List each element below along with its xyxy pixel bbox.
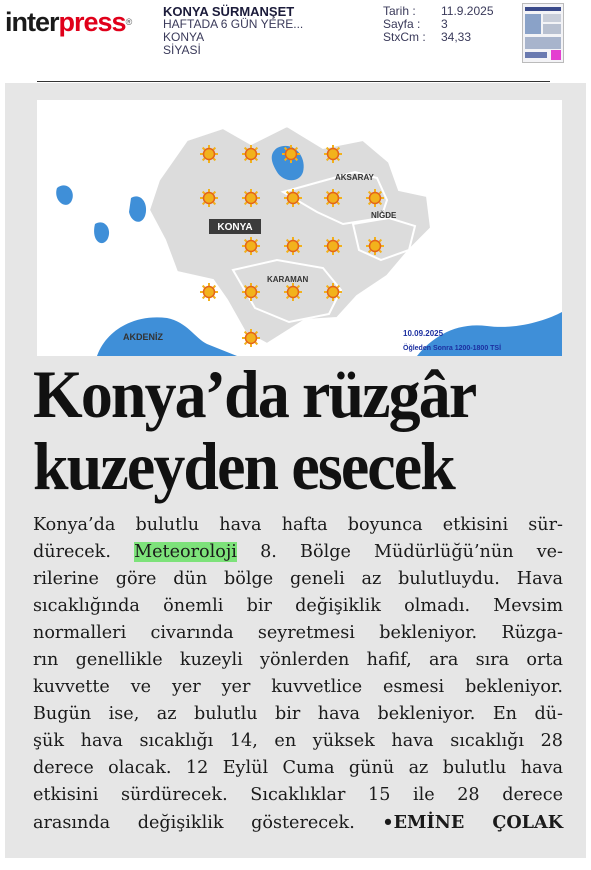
body-line: Bugün ise, az bulutlu bir hava bekleniyor. En dü- bbox=[33, 704, 563, 724]
sun-icon bbox=[242, 189, 260, 207]
highlighted-keyword: Meteoroloji bbox=[134, 542, 237, 562]
sun-icon bbox=[284, 237, 302, 255]
map-period: Öğleden Sonra 1200-1800 TSİ bbox=[403, 345, 502, 352]
headline-line-2: kuzeyden esecek bbox=[33, 428, 454, 504]
map-label-konya: KONYA bbox=[217, 222, 253, 233]
stxcm-label: StxCm : bbox=[383, 30, 426, 44]
body-line: rilerine göre dün bölge geneli az bulutluydu. Hava bbox=[33, 569, 563, 589]
body-line: etkisini sürdürecek. Sıcaklıklar 15 ile 28 derece bbox=[33, 785, 563, 805]
map-label-akdeniz: AKDENİZ bbox=[123, 332, 163, 342]
body-line: derece olacak. 12 Eylül Cuma günü az bulutlu hava bbox=[33, 758, 563, 778]
body-line: arasında değişiklik gösterecek. •EMİNE ÇOLAK bbox=[33, 812, 563, 833]
clip-headline-short: HAFTADA 6 GÜN YERE... bbox=[163, 17, 304, 31]
weather-map-svg bbox=[37, 100, 562, 356]
page-label: Sayfa : bbox=[383, 17, 421, 31]
stxcm-value: 34,33 bbox=[441, 30, 472, 44]
sun-icon bbox=[200, 189, 218, 207]
sun-icon bbox=[200, 283, 218, 301]
stxcm-row bbox=[383, 31, 494, 44]
sun-icon bbox=[324, 237, 342, 255]
headline-line-1: Konya’da rüzgâr bbox=[33, 356, 476, 432]
clip-meta bbox=[383, 5, 494, 44]
body-line: Konya’da bulutlu hava hafta boyunca etkisini sür- bbox=[33, 515, 563, 535]
sun-icon bbox=[284, 283, 302, 301]
sun-icon bbox=[242, 329, 260, 347]
clip-city: KONYA bbox=[163, 30, 205, 44]
article-author: •EMİNE ÇOLAK bbox=[382, 812, 563, 833]
page-value: 3 bbox=[441, 17, 448, 31]
page-thumbnail[interactable] bbox=[522, 3, 564, 63]
logo-text-inter: inter bbox=[5, 7, 59, 37]
body-line: dürecek. Meteoroloji 8. Bölge Müdürlüğü’nün ve- bbox=[33, 542, 563, 562]
header-divider bbox=[37, 81, 550, 82]
clip-category: SİYASİ bbox=[163, 43, 201, 57]
date-value: 11.9.2025 bbox=[441, 4, 494, 18]
date-label: Tarih : bbox=[383, 4, 416, 18]
map-date: 10.09.2025 bbox=[403, 329, 444, 338]
sun-icon bbox=[282, 145, 300, 163]
body-line: kuvvette ve yer yer kuvvetlice esmesi bekleniyor. bbox=[33, 677, 563, 697]
sun-icon bbox=[242, 237, 260, 255]
sun-icon bbox=[366, 189, 384, 207]
sun-icon bbox=[324, 189, 342, 207]
body-line: şük hava sıcaklığı 14, en yüksek hava sıcaklığı 28 bbox=[33, 731, 563, 751]
body-line: normalleri civarında seyretmesi bekleniyor. Rüzga- bbox=[33, 623, 563, 643]
map-label-nigde: NİĞDE bbox=[371, 211, 397, 220]
sun-icon bbox=[200, 145, 218, 163]
body-line: sıcaklığında önemli bir değişiklik olmadı. Mevsim bbox=[33, 596, 563, 616]
sun-icon bbox=[324, 145, 342, 163]
article-body bbox=[33, 512, 563, 837]
sun-icon bbox=[284, 189, 302, 207]
sun-icon bbox=[242, 283, 260, 301]
body-line: rın genellikle kuzeyli yönlerden hafif, ara sıra orta bbox=[33, 650, 563, 670]
sun-icon bbox=[242, 145, 260, 163]
clip-info bbox=[163, 5, 303, 57]
sun-icon bbox=[366, 237, 384, 255]
logo-text-press: press bbox=[58, 7, 126, 37]
map-label-karaman: KARAMAN bbox=[267, 275, 309, 284]
map-label-aksaray: AKSARAY bbox=[335, 173, 374, 182]
registered-mark: ® bbox=[125, 17, 132, 27]
sun-icon bbox=[324, 283, 342, 301]
article-headline bbox=[33, 358, 531, 502]
publication-name: KONYA SÜRMANŞET bbox=[163, 4, 295, 19]
weather-map bbox=[37, 100, 562, 356]
interpress-logo bbox=[5, 6, 131, 38]
